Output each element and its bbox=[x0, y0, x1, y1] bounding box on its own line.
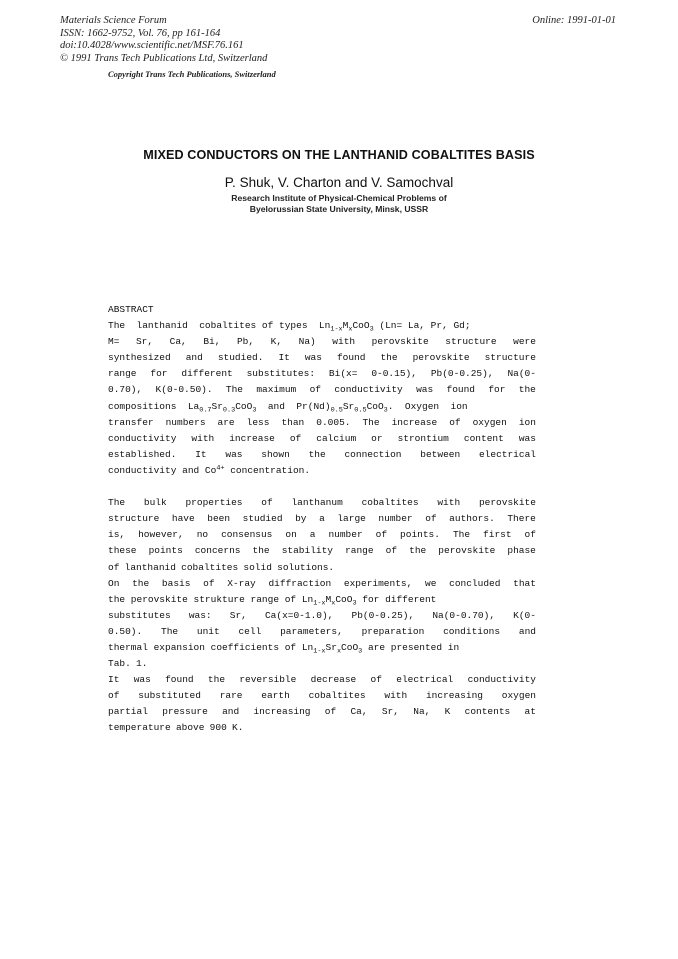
copyright-notice: Copyright Trans Tech Publications, Switzerland bbox=[108, 69, 276, 79]
abstract-line: compositions $La_{0.7}Sr_{0.3}CoO_3$ and $Pr(Nd)_{0.5}Sr_{0.5}CoO_3$. Oxygen ion bbox=[108, 400, 468, 414]
abstract-line: conductivity and $Co^{4+}$ concentration. bbox=[108, 464, 311, 476]
body-line: substitutes was: Sr, Ca(x=0-1.0), Pb(0-0.25), Na(0-0.70), K(0- bbox=[108, 609, 536, 621]
abstract-line: transfer numbers are less than 0.005. The increase of oxygen ion bbox=[108, 416, 536, 428]
body-line: It was found the reversible decrease of electrical conductivity bbox=[108, 674, 536, 686]
body-line: the perovskite strukture range of $Ln_{1-x}M_xCoO_3$ for different bbox=[108, 593, 437, 608]
body-line: On the basis of X-ray diffraction experiments, we concluded that bbox=[108, 577, 536, 589]
body-line: temperature above 900 K. bbox=[108, 722, 244, 734]
publisher-line: © 1991 Trans Tech Publications Ltd, Switzerland bbox=[60, 52, 268, 64]
body-line: thermal expansion coefficients of $Ln_{1-x}Sr_xCoO_3$ are presented in bbox=[108, 641, 460, 656]
body-line: of substituted rare earth cobaltites with increasing oxygen bbox=[108, 690, 536, 702]
abstract-line: conductivity with increase of calcium or strontium content was bbox=[108, 432, 536, 444]
abstract-line: M= Sr, Ca, Bi, Pb, K, Na) with perovskite structure were bbox=[108, 336, 536, 348]
abstract-line: established. It was shown the connection between electrical bbox=[108, 448, 536, 460]
body-line: is, however, no consensus on a number of points. The first of bbox=[108, 529, 536, 541]
journal-meta bbox=[60, 15, 267, 65]
abstract-line: 0.70), K(0-0.50). The maximum of conductivity was found for the bbox=[108, 384, 536, 396]
issn-line: ISSN: 1662-9752, Vol. 76, pp 161-164 bbox=[60, 27, 221, 39]
abstract-line: range for different substitutes: Bi(x= 0-0.15), Pb(0-0.25), Na(0- bbox=[108, 368, 536, 380]
doi-line: doi:10.4028/www.scientific.net/MSF.76.161 bbox=[60, 40, 244, 51]
affiliation-line: Byelorussian State University, Minsk, USSR bbox=[249, 204, 429, 214]
body-line: these points concerns the stability range of the perovskite phase bbox=[108, 545, 536, 557]
online-date: Online: 1991-01-01 bbox=[532, 15, 616, 26]
body-line: partial pressure and increasing of Ca, Sr, Na, K contents at bbox=[108, 706, 536, 718]
paper-body bbox=[108, 302, 536, 737]
body-line: structure have been studied by a large number of authors. There bbox=[108, 513, 536, 525]
body-line: Tab. 1. bbox=[108, 658, 148, 670]
journal-name: Materials Science Forum bbox=[60, 15, 167, 26]
body-line: The bulk properties of lanthanum cobaltites with perovskite bbox=[108, 497, 536, 509]
abstract-line: The lanthanid cobaltites of types $Ln_{1-x}M_xCoO_3$ (Ln= La, Pr, Gd; bbox=[108, 320, 471, 334]
paper-authors: P. Shuk, V. Charton and V. Samochval bbox=[224, 175, 454, 190]
affiliation-line: Research Institute of Physical-Chemical Problems of bbox=[231, 193, 447, 203]
body-line: of lanthanid cobaltites solid solutions. bbox=[108, 561, 335, 573]
affiliation bbox=[0, 193, 678, 215]
paper-title: MIXED CONDUCTORS ON THE LANTHANID COBALTITES BASIS bbox=[143, 148, 535, 162]
body-line: 0.50). The unit cell parameters, preparation conditions and bbox=[108, 625, 536, 637]
abstract-heading: ABSTRACT bbox=[108, 304, 154, 315]
abstract-line: synthesized and studied. It was found the perovskite structure bbox=[108, 352, 536, 364]
